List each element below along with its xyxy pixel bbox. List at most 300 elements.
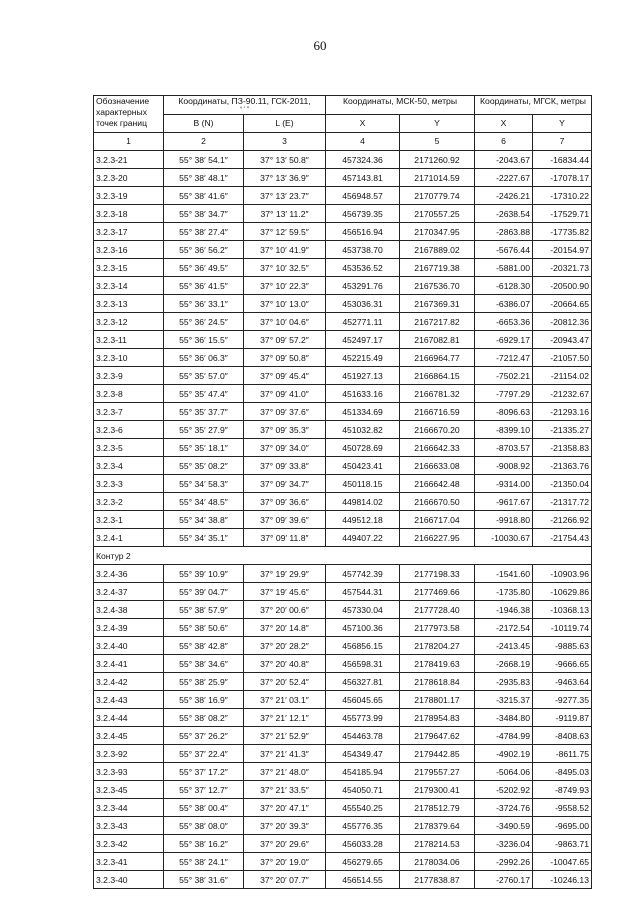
mgsk-x-cell: -7797.29 [475, 385, 533, 403]
l-e-cell: 37° 20′ 52.4″ [244, 673, 326, 691]
b-n-cell: 55° 36′ 56.2″ [164, 241, 244, 259]
mgsk-x-cell: -8096.63 [475, 403, 533, 421]
mgsk-y-cell: -20154.97 [533, 241, 592, 259]
l-e-cell: 37° 10′ 04.6″ [244, 313, 326, 331]
b-n-cell: 55° 35′ 57.0″ [164, 367, 244, 385]
mgsk-x-cell: -7502.21 [475, 367, 533, 385]
mgsk-x-cell: -1735.80 [475, 583, 533, 601]
header-mgsk-coordinates: Координаты, МГСК, метры [475, 96, 592, 115]
b-n-cell: 55° 37′ 17.2″ [164, 763, 244, 781]
mgsk-y-cell: -9695.00 [533, 817, 592, 835]
header-msk-coordinates: Координаты, МСК-50, метры [326, 96, 475, 115]
header-msk-y: Y [400, 115, 475, 133]
msk-y-cell: 2179647.62 [400, 727, 475, 745]
msk-x-cell: 452215.49 [326, 349, 400, 367]
msk-y-cell: 2166633.08 [400, 457, 475, 475]
msk-y-cell: 2166717.04 [400, 511, 475, 529]
b-n-cell: 55° 38′ 00.4″ [164, 799, 244, 817]
mgsk-x-cell: -2426.21 [475, 187, 533, 205]
mgsk-x-cell: -9918.80 [475, 511, 533, 529]
msk-y-cell: 2177469.66 [400, 583, 475, 601]
mgsk-y-cell: -8749.93 [533, 781, 592, 799]
msk-y-cell: 2167369.31 [400, 295, 475, 313]
point-designation-cell: 3.2.3-14 [94, 277, 164, 295]
msk-x-cell: 451927.13 [326, 367, 400, 385]
msk-y-cell: 2179442.85 [400, 745, 475, 763]
table-row [94, 241, 592, 259]
msk-x-cell: 457544.31 [326, 583, 400, 601]
l-e-cell: 37° 09′ 39.6″ [244, 511, 326, 529]
msk-y-cell: 2171014.59 [400, 169, 475, 187]
l-e-cell: 37° 13′ 23.7″ [244, 187, 326, 205]
msk-y-cell: 2171260.92 [400, 151, 475, 169]
point-designation-cell: 3.2.4-39 [94, 619, 164, 637]
table-row [94, 259, 592, 277]
mgsk-y-cell: -20321.73 [533, 259, 592, 277]
msk-x-cell: 450728.69 [326, 439, 400, 457]
table-row [94, 403, 592, 421]
b-n-cell: 55° 38′ 25.9″ [164, 673, 244, 691]
mgsk-x-cell: -2172.54 [475, 619, 533, 637]
l-e-cell: 37° 09′ 34.7″ [244, 475, 326, 493]
mgsk-x-cell: -1946.38 [475, 601, 533, 619]
table-row [94, 583, 592, 601]
mgsk-y-cell: -21335.27 [533, 421, 592, 439]
point-designation-cell: 3.2.3-5 [94, 439, 164, 457]
mgsk-y-cell: -21293.16 [533, 403, 592, 421]
header-b-n: B (N) [164, 115, 244, 133]
table-row [94, 529, 592, 547]
table-row [94, 853, 592, 871]
msk-y-cell: 2166670.50 [400, 493, 475, 511]
msk-y-cell: 2177728.40 [400, 601, 475, 619]
mgsk-x-cell: -1541.60 [475, 565, 533, 583]
mgsk-y-cell: -8495.03 [533, 763, 592, 781]
b-n-cell: 55° 36′ 15.5″ [164, 331, 244, 349]
msk-x-cell: 453738.70 [326, 241, 400, 259]
l-e-cell: 37° 21′ 03.1″ [244, 691, 326, 709]
msk-y-cell: 2166642.33 [400, 439, 475, 457]
mgsk-y-cell: -8611.75 [533, 745, 592, 763]
point-designation-cell: 3.2.3-16 [94, 241, 164, 259]
table-body-contour-1 [94, 151, 592, 547]
point-designation-cell: 3.2.3-41 [94, 853, 164, 871]
point-designation-cell: 3.2.4-45 [94, 727, 164, 745]
mgsk-y-cell: -16834.44 [533, 151, 592, 169]
msk-y-cell: 2166670.20 [400, 421, 475, 439]
l-e-cell: 37° 10′ 22.3″ [244, 277, 326, 295]
column-number: 2 [164, 133, 244, 151]
mgsk-x-cell: -9617.67 [475, 493, 533, 511]
b-n-cell: 55° 37′ 26.2″ [164, 727, 244, 745]
header-point-designation: Обозначение характерных точек границ [94, 96, 164, 133]
mgsk-x-cell: -9008.92 [475, 457, 533, 475]
msk-x-cell: 450423.41 [326, 457, 400, 475]
table-row [94, 637, 592, 655]
table-row [94, 799, 592, 817]
column-number: 3 [244, 133, 326, 151]
b-n-cell: 55° 38′ 31.6″ [164, 871, 244, 889]
b-n-cell: 55° 34′ 38.8″ [164, 511, 244, 529]
point-designation-cell: 3.2.4-40 [94, 637, 164, 655]
l-e-cell: 37° 09′ 11.8″ [244, 529, 326, 547]
table-row [94, 187, 592, 205]
mgsk-y-cell: -9885.63 [533, 637, 592, 655]
point-designation-cell: 3.2.3-13 [94, 295, 164, 313]
table-row [94, 745, 592, 763]
mgsk-x-cell: -9314.00 [475, 475, 533, 493]
point-designation-cell: 3.2.3-19 [94, 187, 164, 205]
msk-y-cell: 2178379.64 [400, 817, 475, 835]
b-n-cell: 55° 38′ 42.8″ [164, 637, 244, 655]
table-row [94, 673, 592, 691]
b-n-cell: 55° 38′ 27.4″ [164, 223, 244, 241]
point-designation-cell: 3.2.3-40 [94, 871, 164, 889]
mgsk-x-cell: -2760.17 [475, 871, 533, 889]
l-e-cell: 37° 10′ 41.9″ [244, 241, 326, 259]
msk-x-cell: 454185.94 [326, 763, 400, 781]
msk-x-cell: 452497.17 [326, 331, 400, 349]
table-row [94, 205, 592, 223]
b-n-cell: 55° 34′ 58.3″ [164, 475, 244, 493]
b-n-cell: 55° 34′ 35.1″ [164, 529, 244, 547]
mgsk-x-cell: -8703.57 [475, 439, 533, 457]
table-row [94, 475, 592, 493]
msk-x-cell: 451633.16 [326, 385, 400, 403]
table-row [94, 835, 592, 853]
msk-x-cell: 457143.81 [326, 169, 400, 187]
mgsk-y-cell: -10047.65 [533, 853, 592, 871]
table-row [94, 709, 592, 727]
msk-y-cell: 2178204.27 [400, 637, 475, 655]
msk-x-cell: 455773.99 [326, 709, 400, 727]
msk-y-cell: 2178618.84 [400, 673, 475, 691]
table-row [94, 655, 592, 673]
b-n-cell: 55° 36′ 41.5″ [164, 277, 244, 295]
l-e-cell: 37° 21′ 52.9″ [244, 727, 326, 745]
mgsk-x-cell: -2935.83 [475, 673, 533, 691]
msk-y-cell: 2166781.32 [400, 385, 475, 403]
msk-y-cell: 2166716.59 [400, 403, 475, 421]
l-e-cell: 37° 09′ 50.8″ [244, 349, 326, 367]
mgsk-y-cell: -9863.71 [533, 835, 592, 853]
mgsk-x-cell: -3215.37 [475, 691, 533, 709]
mgsk-y-cell: -8408.63 [533, 727, 592, 745]
mgsk-y-cell: -17735.82 [533, 223, 592, 241]
msk-y-cell: 2177973.58 [400, 619, 475, 637]
l-e-cell: 37° 20′ 39.3″ [244, 817, 326, 835]
table-row [94, 331, 592, 349]
b-n-cell: 55° 38′ 16.9″ [164, 691, 244, 709]
point-designation-cell: 3.2.3-4 [94, 457, 164, 475]
b-n-cell: 55° 38′ 34.7″ [164, 205, 244, 223]
point-designation-cell: 3.2.3-9 [94, 367, 164, 385]
msk-x-cell: 456739.35 [326, 205, 400, 223]
msk-y-cell: 2170347.95 [400, 223, 475, 241]
msk-y-cell: 2170779.74 [400, 187, 475, 205]
column-number: 7 [533, 133, 592, 151]
msk-y-cell: 2178034.06 [400, 853, 475, 871]
msk-x-cell: 451334.69 [326, 403, 400, 421]
msk-x-cell: 451032.82 [326, 421, 400, 439]
table-row [94, 457, 592, 475]
msk-y-cell: 2167719.38 [400, 259, 475, 277]
section-title: Контур 2 [94, 547, 592, 565]
b-n-cell: 55° 34′ 48.5″ [164, 493, 244, 511]
mgsk-x-cell: -2992.26 [475, 853, 533, 871]
mgsk-x-cell: -2638.54 [475, 205, 533, 223]
mgsk-y-cell: -9119.87 [533, 709, 592, 727]
table-row [94, 619, 592, 637]
msk-x-cell: 456514.55 [326, 871, 400, 889]
msk-y-cell: 2167889.02 [400, 241, 475, 259]
mgsk-x-cell: -5064.06 [475, 763, 533, 781]
l-e-cell: 37° 09′ 41.0″ [244, 385, 326, 403]
page-number: 60 [313, 38, 327, 53]
point-designation-cell: 3.2.3-18 [94, 205, 164, 223]
table-row [94, 439, 592, 457]
header-pz-coordinates [164, 96, 326, 115]
l-e-cell: 37° 20′ 00.6″ [244, 601, 326, 619]
msk-x-cell: 449512.18 [326, 511, 400, 529]
msk-x-cell: 456033.28 [326, 835, 400, 853]
column-number: 1 [94, 133, 164, 151]
msk-y-cell: 2178214.53 [400, 835, 475, 853]
mgsk-x-cell: -2668.19 [475, 655, 533, 673]
mgsk-y-cell: -10903.96 [533, 565, 592, 583]
l-e-cell: 37° 09′ 57.2″ [244, 331, 326, 349]
point-designation-cell: 3.2.3-43 [94, 817, 164, 835]
mgsk-y-cell: -10368.13 [533, 601, 592, 619]
msk-x-cell: 456516.94 [326, 223, 400, 241]
msk-x-cell: 456856.15 [326, 637, 400, 655]
msk-y-cell: 2178419.63 [400, 655, 475, 673]
b-n-cell: 55° 36′ 33.1″ [164, 295, 244, 313]
header-pz-title: Координаты, ПЗ-90.11, ГСК-2011, [178, 96, 311, 106]
point-designation-cell: 3.2.3-11 [94, 331, 164, 349]
b-n-cell: 55° 35′ 37.7″ [164, 403, 244, 421]
point-designation-cell: 3.2.3-12 [94, 313, 164, 331]
msk-x-cell: 452771.11 [326, 313, 400, 331]
msk-x-cell: 450118.15 [326, 475, 400, 493]
mgsk-x-cell: -2863.88 [475, 223, 533, 241]
msk-y-cell: 2167082.81 [400, 331, 475, 349]
point-designation-cell: 3.2.4-41 [94, 655, 164, 673]
mgsk-x-cell: -6128.30 [475, 277, 533, 295]
msk-x-cell: 453291.76 [326, 277, 400, 295]
b-n-cell: 55° 38′ 16.2″ [164, 835, 244, 853]
mgsk-y-cell: -21317.72 [533, 493, 592, 511]
l-e-cell: 37° 19′ 45.6″ [244, 583, 326, 601]
b-n-cell: 55° 37′ 12.7″ [164, 781, 244, 799]
point-designation-cell: 3.2.3-10 [94, 349, 164, 367]
mgsk-y-cell: -9558.52 [533, 799, 592, 817]
mgsk-x-cell: -3490.59 [475, 817, 533, 835]
msk-y-cell: 2166964.77 [400, 349, 475, 367]
point-designation-cell: 3.2.3-93 [94, 763, 164, 781]
msk-x-cell: 453536.52 [326, 259, 400, 277]
msk-x-cell: 457330.04 [326, 601, 400, 619]
table-row [94, 817, 592, 835]
mgsk-y-cell: -21358.83 [533, 439, 592, 457]
point-designation-cell: 3.2.3-7 [94, 403, 164, 421]
column-number: 5 [400, 133, 475, 151]
msk-y-cell: 2167217.82 [400, 313, 475, 331]
mgsk-y-cell: -9277.35 [533, 691, 592, 709]
table-row [94, 493, 592, 511]
msk-x-cell: 449814.02 [326, 493, 400, 511]
point-designation-cell: 3.2.4-44 [94, 709, 164, 727]
msk-y-cell: 2178512.79 [400, 799, 475, 817]
l-e-cell: 37° 10′ 32.5″ [244, 259, 326, 277]
msk-y-cell: 2177198.33 [400, 565, 475, 583]
header-msk-x: X [326, 115, 400, 133]
l-e-cell: 37° 12′ 59.5″ [244, 223, 326, 241]
msk-y-cell: 2178801.17 [400, 691, 475, 709]
msk-x-cell: 456948.57 [326, 187, 400, 205]
point-designation-cell: 3.2.4-37 [94, 583, 164, 601]
l-e-cell: 37° 13′ 50.8″ [244, 151, 326, 169]
section-row [94, 547, 592, 565]
msk-y-cell: 2166227.95 [400, 529, 475, 547]
mgsk-y-cell: -10629.86 [533, 583, 592, 601]
b-n-cell: 55° 36′ 24.5″ [164, 313, 244, 331]
b-n-cell: 55° 38′ 48.1″ [164, 169, 244, 187]
b-n-cell: 55° 38′ 50.6″ [164, 619, 244, 637]
b-n-cell: 55° 39′ 10.9″ [164, 565, 244, 583]
b-n-cell: 55° 35′ 27.9″ [164, 421, 244, 439]
mgsk-x-cell: -3484.80 [475, 709, 533, 727]
mgsk-x-cell: -2227.67 [475, 169, 533, 187]
msk-x-cell: 456327.81 [326, 673, 400, 691]
table-row [94, 277, 592, 295]
mgsk-y-cell: -20664.65 [533, 295, 592, 313]
l-e-cell: 37° 21′ 48.0″ [244, 763, 326, 781]
l-e-cell: 37° 20′ 19.0″ [244, 853, 326, 871]
table-row [94, 367, 592, 385]
table-row [94, 871, 592, 889]
mgsk-y-cell: -21057.50 [533, 349, 592, 367]
point-designation-cell: 3.2.3-8 [94, 385, 164, 403]
msk-x-cell: 449407.22 [326, 529, 400, 547]
b-n-cell: 55° 38′ 54.1″ [164, 151, 244, 169]
mgsk-x-cell: -5676.44 [475, 241, 533, 259]
l-e-cell: 37° 13′ 11.2″ [244, 205, 326, 223]
table-row [94, 763, 592, 781]
l-e-cell: 37° 20′ 47.1″ [244, 799, 326, 817]
point-designation-cell: 3.2.3-21 [94, 151, 164, 169]
mgsk-x-cell: -2413.45 [475, 637, 533, 655]
table-row [94, 601, 592, 619]
l-e-cell: 37° 09′ 45.4″ [244, 367, 326, 385]
point-designation-cell: 3.2.3-3 [94, 475, 164, 493]
mgsk-y-cell: -9666.65 [533, 655, 592, 673]
point-designation-cell: 3.2.3-92 [94, 745, 164, 763]
mgsk-x-cell: -5881.00 [475, 259, 533, 277]
mgsk-x-cell: -10030.67 [475, 529, 533, 547]
msk-x-cell: 456279.65 [326, 853, 400, 871]
msk-x-cell: 457324.36 [326, 151, 400, 169]
msk-x-cell: 456045.65 [326, 691, 400, 709]
mgsk-y-cell: -17529.71 [533, 205, 592, 223]
mgsk-y-cell: -21363.76 [533, 457, 592, 475]
msk-x-cell: 454050.71 [326, 781, 400, 799]
table-row [94, 511, 592, 529]
l-e-cell: 37° 19′ 29.9″ [244, 565, 326, 583]
b-n-cell: 55° 38′ 34.6″ [164, 655, 244, 673]
point-designation-cell: 3.2.3-2 [94, 493, 164, 511]
msk-x-cell: 454463.78 [326, 727, 400, 745]
msk-x-cell: 453036.31 [326, 295, 400, 313]
mgsk-x-cell: -6386.07 [475, 295, 533, 313]
l-e-cell: 37° 09′ 36.6″ [244, 493, 326, 511]
msk-x-cell: 455776.35 [326, 817, 400, 835]
table-row [94, 385, 592, 403]
b-n-cell: 55° 35′ 08.2″ [164, 457, 244, 475]
b-n-cell: 55° 39′ 04.7″ [164, 583, 244, 601]
mgsk-x-cell: -2043.67 [475, 151, 533, 169]
table-row [94, 295, 592, 313]
l-e-cell: 37° 21′ 12.1″ [244, 709, 326, 727]
point-designation-cell: 3.2.3-6 [94, 421, 164, 439]
msk-x-cell: 457100.36 [326, 619, 400, 637]
point-designation-cell: 3.2.3-15 [94, 259, 164, 277]
mgsk-y-cell: -17078.17 [533, 169, 592, 187]
header-mgsk-x: X [475, 115, 533, 133]
mgsk-x-cell: -6929.17 [475, 331, 533, 349]
msk-y-cell: 2166864.15 [400, 367, 475, 385]
b-n-cell: 55° 38′ 57.9″ [164, 601, 244, 619]
mgsk-y-cell: -9463.64 [533, 673, 592, 691]
mgsk-x-cell: -3236.04 [475, 835, 533, 853]
table-row [94, 421, 592, 439]
point-designation-cell: 3.2.4-42 [94, 673, 164, 691]
table-row [94, 727, 592, 745]
l-e-cell: 37° 20′ 14.8″ [244, 619, 326, 637]
header-mgsk-y: Y [533, 115, 592, 133]
mgsk-x-cell: -8399.10 [475, 421, 533, 439]
table-row [94, 151, 592, 169]
point-designation-cell: 3.2.3-20 [94, 169, 164, 187]
column-number: 6 [475, 133, 533, 151]
b-n-cell: 55° 38′ 41.6″ [164, 187, 244, 205]
mgsk-y-cell: -10246.13 [533, 871, 592, 889]
msk-y-cell: 2178954.83 [400, 709, 475, 727]
mgsk-y-cell: -21154.02 [533, 367, 592, 385]
mgsk-x-cell: -5202.92 [475, 781, 533, 799]
table-row [94, 223, 592, 241]
mgsk-y-cell: -20812.36 [533, 313, 592, 331]
mgsk-x-cell: -4784.99 [475, 727, 533, 745]
mgsk-y-cell: -20500.90 [533, 277, 592, 295]
mgsk-y-cell: -21232.67 [533, 385, 592, 403]
table-row [94, 169, 592, 187]
msk-y-cell: 2179557.27 [400, 763, 475, 781]
point-designation-cell: 3.2.4-36 [94, 565, 164, 583]
l-e-cell: 37° 13′ 36.9″ [244, 169, 326, 187]
msk-x-cell: 457742.39 [326, 565, 400, 583]
l-e-cell: 37° 20′ 29.6″ [244, 835, 326, 853]
mgsk-x-cell: -4902.19 [475, 745, 533, 763]
mgsk-y-cell: -21266.92 [533, 511, 592, 529]
l-e-cell: 37° 21′ 33.5″ [244, 781, 326, 799]
l-e-cell: 37° 09′ 34.0″ [244, 439, 326, 457]
msk-y-cell: 2166642.48 [400, 475, 475, 493]
mgsk-y-cell: -10119.74 [533, 619, 592, 637]
l-e-cell: 37° 09′ 33.8″ [244, 457, 326, 475]
mgsk-y-cell: -21350.04 [533, 475, 592, 493]
point-designation-cell: 3.2.4-38 [94, 601, 164, 619]
